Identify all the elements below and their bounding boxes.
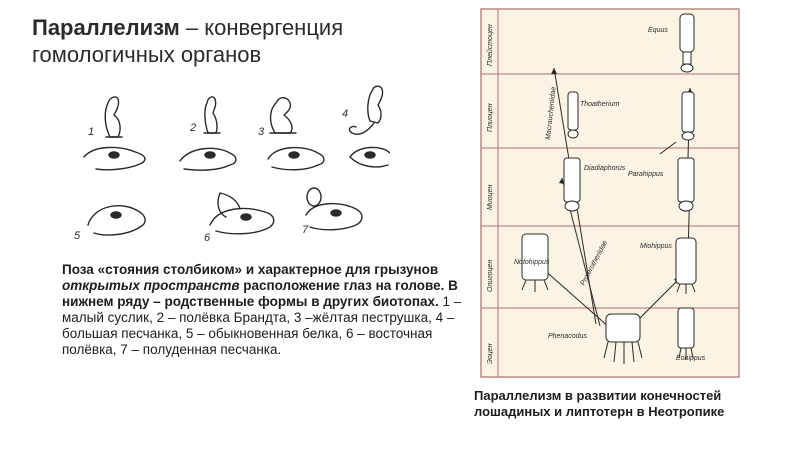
head-profile-7 <box>306 188 362 230</box>
caption-text-2: расположение глаз на голове. В нижнем ряду – родственные формы в других биотопах. <box>62 278 458 309</box>
rodent-number-4: 4 <box>342 108 349 120</box>
limb-thoatherium <box>568 92 578 138</box>
taxon-notohippus: Notohippus <box>514 259 550 266</box>
rodent-number-2: 2 <box>190 122 197 134</box>
epoch-label-pleistocene: Плейстоцен <box>487 24 494 66</box>
standing-rodent-3 <box>270 98 296 133</box>
taxon-diadiaphorus: Diadiaphorus <box>584 165 626 172</box>
limb-miohippus <box>676 238 696 294</box>
head-profile-4 <box>350 147 390 167</box>
taxon-parahippus: Parahippus <box>628 171 664 178</box>
epoch-label-miocene: Миоцен <box>487 184 494 210</box>
rodent-number-1: 1 <box>88 126 95 138</box>
title-bold: Параллелизм <box>32 15 180 40</box>
slide-title <box>32 14 452 68</box>
taxon-macraucheniidae: Macraucheniidae <box>545 86 558 141</box>
rodent-number-5: 5 <box>74 230 81 242</box>
rodent-number-6: 6 <box>204 232 211 244</box>
rodent-number-7: 7 <box>302 224 309 236</box>
head-profile-1 <box>84 147 145 169</box>
standing-rodent-2 <box>204 97 220 133</box>
head-profile-3 <box>268 148 324 170</box>
epoch-label-oligocene: Олигоцен <box>487 259 494 292</box>
taxon-eohippus: Eohippus <box>676 355 706 362</box>
rodent-illustration <box>70 75 390 260</box>
epoch-label-pliocene: Плиоцен <box>487 103 494 132</box>
caption-legend: 1 – малый суслик, 2 – полёвка Брандта, 3 –жёлтая пеструшка, 4 – большая песчанка, 5 – обыкновенная белка, 6 – восточная полёвка, 7 – полуденная песчанка. <box>62 294 462 357</box>
head-profile-6 <box>210 193 274 234</box>
taxon-thoatherium: Thoatherium <box>580 101 620 108</box>
standing-rodent-4 <box>349 86 382 134</box>
caption-text-1: Поза «стояния столбиком» и характерное для грызунов <box>62 262 439 277</box>
taxon-equus: Equus <box>648 27 668 34</box>
head-profile-2 <box>180 148 236 170</box>
limb-diadiaphorus <box>564 158 580 211</box>
limb-parahippus <box>678 158 694 211</box>
taxon-miohippus: Miohippus <box>640 243 672 250</box>
limb-caption: Параллелизм в развитии конечностей лошадиных и липтотерн в Неотропике <box>474 388 725 419</box>
taxon-phenacodus: Phenacodus <box>548 333 587 340</box>
limb-eohippus <box>678 308 694 360</box>
head-profile-5 <box>88 206 145 235</box>
limb-evolution-figure <box>480 8 740 378</box>
epoch-label-eocene: Эоцен <box>487 343 494 364</box>
limb-pliocene-horse <box>682 92 694 140</box>
taxon-proterotheriidae: Proterotheriidae <box>579 239 610 287</box>
rodent-caption <box>62 262 462 358</box>
caption-emphasis: открытых пространств <box>62 278 240 293</box>
title-rest: – конвергенция гомологичных органов <box>32 15 344 67</box>
rodent-number-3: 3 <box>258 126 265 138</box>
standing-rodent-1 <box>105 97 122 137</box>
